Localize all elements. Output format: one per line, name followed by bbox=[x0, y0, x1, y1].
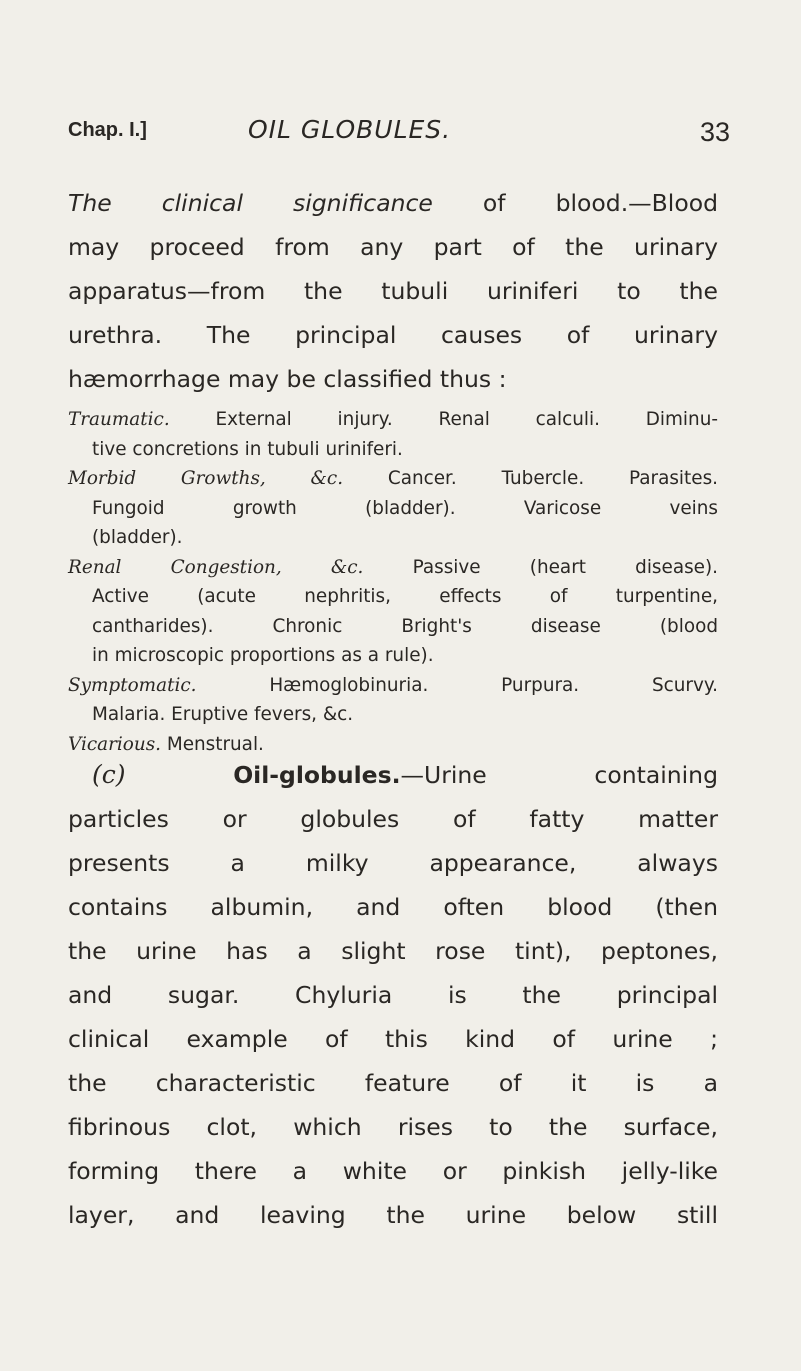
list-item-line: Malaria. Eruptive fevers, &c. bbox=[92, 704, 354, 725]
section-heading: The clinical significance bbox=[68, 189, 433, 217]
paragraph-line: apparatus—from the tubuli uriniferi to the bbox=[68, 277, 718, 305]
blood-paragraph bbox=[68, 181, 718, 401]
paragraph-line: presents a milky appearance, always bbox=[68, 849, 718, 877]
paragraph-line: clinical example of this kind of urine ; bbox=[68, 1025, 718, 1053]
cause-item-symptomatic bbox=[68, 671, 718, 730]
list-item-line: Traumatic. External injury. Renal calculi. Diminu- bbox=[68, 409, 718, 430]
paragraph-line: The clinical significance of blood.—Blood bbox=[68, 189, 718, 217]
list-item-line: (bladder). bbox=[92, 527, 183, 548]
paragraph-line: fibrinous clot, which rises to the surface, bbox=[68, 1113, 718, 1141]
paragraph-line: and sugar. Chyluria is the principal bbox=[68, 981, 718, 1009]
paragraph-line: urethra. The principal causes of urinary bbox=[68, 321, 718, 349]
list-item-line: Fungoid growth (bladder). Varicose veins bbox=[92, 497, 718, 519]
cause-label: Traumatic. bbox=[68, 409, 170, 430]
oil-globules-paragraph bbox=[68, 753, 718, 1237]
paragraph-line: particles or globules of fatty matter bbox=[68, 805, 718, 833]
section-marker: (c) bbox=[92, 760, 126, 789]
page-title: OIL GLOBULES. bbox=[248, 115, 452, 144]
section-heading: Oil-globules. bbox=[233, 761, 401, 789]
list-item-line: cantharides). Chronic Bright's disease (blood bbox=[92, 615, 718, 637]
list-item-line: tive concretions in tubuli uriniferi. bbox=[92, 438, 403, 460]
paragraph-line: the urine has a slight rose tint), peptones, bbox=[68, 937, 718, 965]
cause-label: Morbid Growths, &c. bbox=[68, 468, 344, 489]
cause-label: Renal Congestion, &c. bbox=[68, 556, 364, 578]
cause-item-renal-congestion bbox=[68, 553, 718, 671]
paragraph-line: layer, and leaving the urine below still bbox=[68, 1201, 718, 1229]
list-item-line: Renal Congestion, &c. Passive (heart disease). bbox=[68, 556, 719, 578]
running-head bbox=[68, 115, 730, 155]
paragraph-line: contains albumin, and often blood (then bbox=[68, 893, 718, 921]
list-item-line: Active (acute nephritis, effects of turpentine, bbox=[92, 586, 718, 607]
causes-list bbox=[68, 405, 718, 759]
page-number: 33 bbox=[699, 117, 730, 147]
list-item-line: Morbid Growths, &c. Cancer. Tubercle. Parasites. bbox=[68, 468, 718, 489]
cause-label: Symptomatic. bbox=[68, 674, 197, 696]
cause-item-traumatic bbox=[68, 405, 718, 464]
paragraph-line: may proceed from any part of the urinary bbox=[68, 233, 718, 261]
chapter-label: Chap. I.] bbox=[68, 119, 147, 141]
paragraph-line: hæmorrhage may be classified thus : bbox=[68, 365, 507, 393]
paragraph-line: the characteristic feature of it is a bbox=[68, 1069, 718, 1097]
list-item-line: Symptomatic. Hæmoglobinuria. Purpura. Scurvy. bbox=[68, 674, 718, 696]
list-item-line: in microscopic proportions as a rule). bbox=[92, 645, 434, 666]
cause-label: Vicarious. bbox=[68, 733, 161, 755]
cause-item-morbid-growths bbox=[68, 464, 718, 553]
list-item-line: Vicarious. Menstrual. bbox=[68, 733, 264, 755]
paragraph-line: (c) Oil-globules.—Urine containing bbox=[92, 760, 718, 789]
paragraph-line: forming there a white or pinkish jelly-like bbox=[68, 1157, 718, 1185]
